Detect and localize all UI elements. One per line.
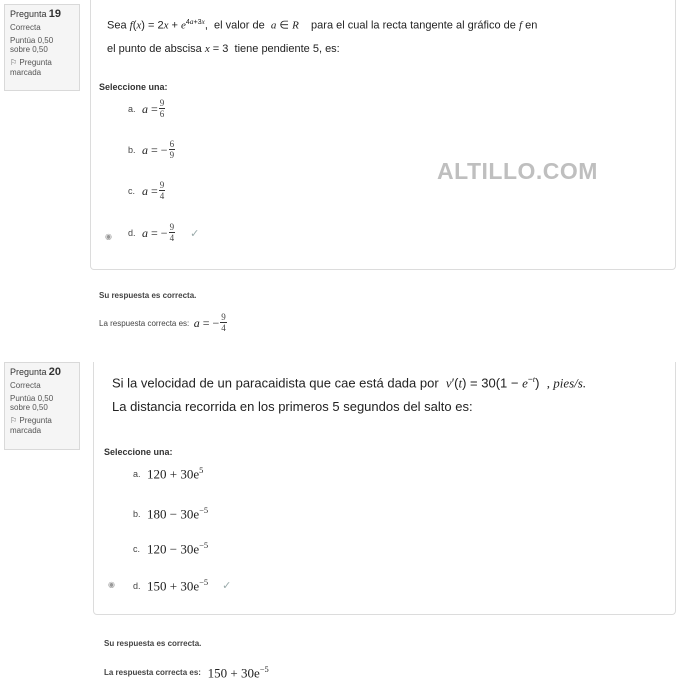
q19-option-d[interactable]: d. a = − $\frac{9}{4}$ ✓ — [128, 222, 200, 243]
q19-flag-link[interactable] — [10, 58, 75, 77]
q20-select-label: Seleccione una: — [104, 447, 173, 457]
q20-stem-line2: La distancia recorrida en los primeros 5 segundos del salto es: — [112, 399, 473, 414]
q19-select-label: Seleccione una: — [99, 82, 168, 92]
q19-info-box — [4, 4, 80, 91]
flag-icon: ⚐ — [10, 415, 18, 425]
q19-stem-line2: el punto de abscisa x = 3 tiene pendiente 5, es: — [107, 43, 340, 55]
q19-option-b[interactable]: b. a = − $\frac{6}{9}$ — [128, 139, 175, 160]
q20-number: 20 — [48, 366, 62, 378]
q20-option-a[interactable]: a. $120 + 30e^5$ — [133, 465, 204, 482]
q19-radio-selected[interactable]: ◉ — [105, 232, 112, 241]
q19-number: 19 — [48, 8, 62, 20]
checkmark-icon: ✓ — [190, 227, 200, 240]
q20-status: Correcta — [10, 381, 41, 391]
q20-radio-selected[interactable]: ◉ — [108, 580, 115, 589]
q20-label: Pregunta — [10, 367, 47, 377]
q20-correct-answer: La respuesta correcta es: $150 + 30e^{-5}$ — [104, 664, 269, 681]
q19-status: Correcta — [10, 23, 41, 33]
q19-option-c[interactable]: c. a = $\frac{9}{4}$ — [128, 180, 165, 201]
checkmark-icon: ✓ — [222, 580, 232, 593]
q19-stem-line1: Sea $f(x) = 2x + e^{4a+3x}$, el valor de a ∈ R para el cual la recta tangente al gráfico de f en — [107, 18, 538, 32]
q20-flag-link[interactable] — [10, 416, 75, 435]
q20-option-b[interactable]: b. $180 - 30e^{-5}$ — [133, 505, 209, 522]
q20-option-d[interactable]: d. $150 + 30e^{-5}$ ✓ — [133, 577, 232, 594]
q20-option-c[interactable]: c. $120 - 30e^{-5}$ — [133, 540, 209, 557]
flag-icon: ⚐ — [10, 57, 18, 67]
q20-score: Puntúa 0,50 sobre 0,50 — [10, 393, 54, 413]
q20-stem-line1: Si la velocidad de un paracaidista que cae está dada por $v'(t) = 30(1 - e^{-t})$ , pies/s. — [112, 374, 587, 391]
q19-correct-answer: La respuesta correcta es: a = − $\frac{9}{4}$ — [99, 312, 226, 333]
q19-flag-text: Pregunta marcada — [10, 57, 52, 77]
q20-flag-text: Pregunta marcada — [10, 415, 52, 435]
q20-info-box — [4, 362, 80, 450]
q19-feedback: Su respuesta es correcta. — [99, 291, 197, 300]
watermark: ALTILLO.COM — [437, 158, 598, 184]
q19-option-a[interactable]: a. a = $\frac{9}{6}$ — [128, 98, 165, 119]
q19-label: Pregunta — [10, 9, 47, 19]
q19-score: Puntúa 0,50 sobre 0,50 — [10, 35, 54, 55]
q20-feedback: Su respuesta es correcta. — [104, 639, 202, 648]
